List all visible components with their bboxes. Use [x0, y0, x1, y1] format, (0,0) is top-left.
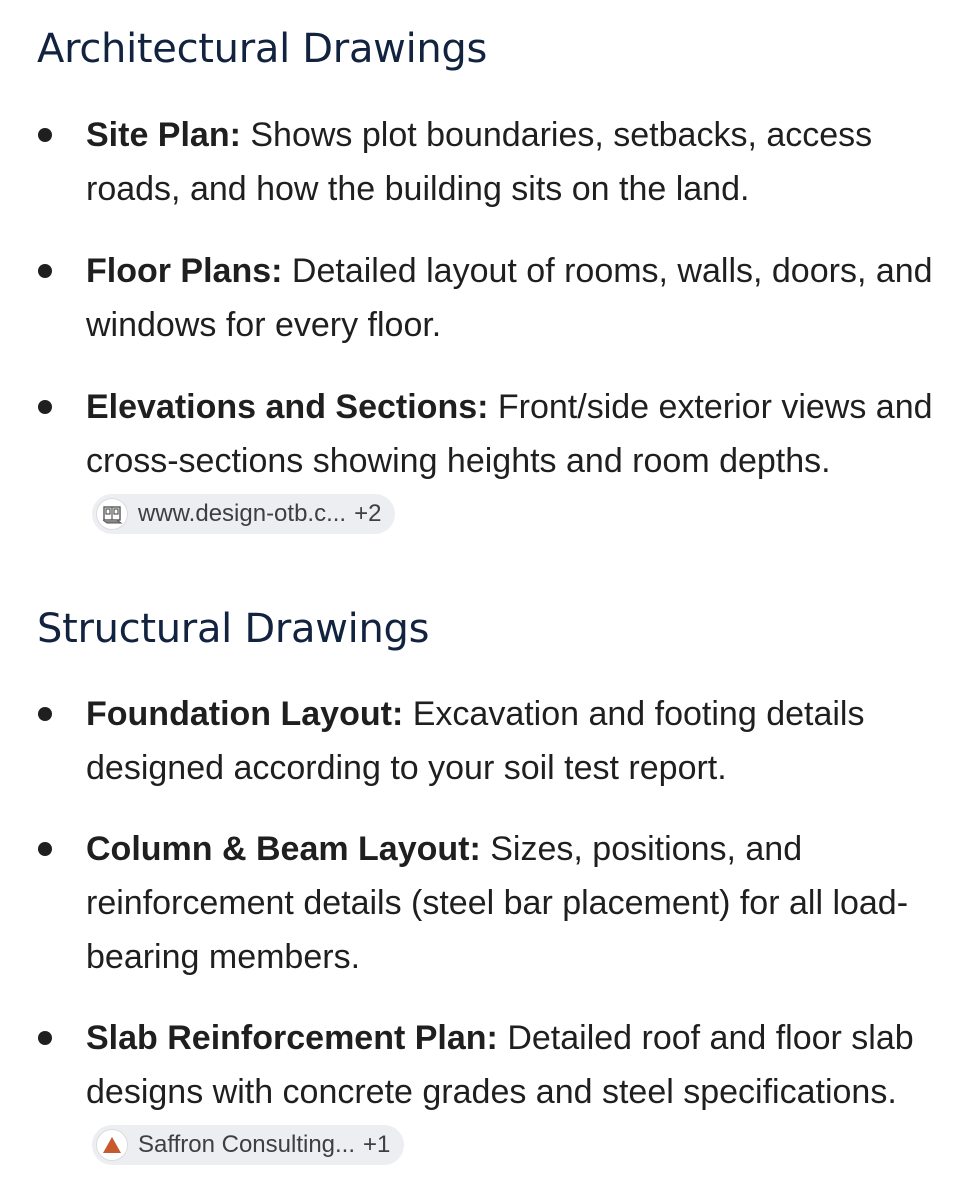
list-item-column-beam-layout — [0, 822, 959, 984]
section-heading-architectural: Architectural Drawings — [37, 26, 488, 72]
bullet-dot — [38, 1031, 52, 1045]
item-description: Detailed roof and floor slab designs with concrete grades and steel specifications. — [86, 1019, 914, 1111]
chip-label: Saffron Consulting... — [138, 1131, 356, 1159]
list-item-foundation-layout — [0, 687, 959, 795]
item-description: Detailed layout of rooms, walls, doors, and windows for every floor. — [86, 252, 933, 344]
bullet-dot — [38, 128, 52, 142]
item-description: Excavation and footing details designed according to your soil test report. — [86, 695, 865, 787]
item-term: Slab Reinforcement Plan: — [86, 1019, 498, 1057]
list-item-floor-plans — [0, 244, 959, 352]
bullet-dot — [38, 707, 52, 721]
item-term: Floor Plans: — [86, 252, 283, 290]
bullet-dot — [38, 264, 52, 278]
architectural-drawings-list — [0, 108, 959, 542]
list-item-elevations-sections — [0, 380, 959, 542]
chip-label: www.design-otb.c... — [138, 500, 347, 528]
chip-count: +2 — [354, 500, 382, 528]
building-blueprint-icon — [96, 498, 128, 530]
item-term: Column & Beam Layout: — [86, 830, 481, 868]
item-description: Front/side exterior views and cross-sections showing heights and room depths. — [86, 388, 933, 480]
item-term: Site Plan: — [86, 116, 241, 154]
structural-drawings-list — [0, 687, 959, 1173]
source-chip-saffron-consulting[interactable] — [92, 1125, 404, 1165]
item-term: Elevations and Sections: — [86, 388, 489, 426]
chip-count: +1 — [363, 1131, 391, 1159]
item-description: Shows plot boundaries, setbacks, access roads, and how the building sits on the land. — [86, 116, 873, 208]
bullet-dot — [38, 842, 52, 856]
source-chip-design-otb[interactable] — [92, 494, 395, 534]
section-heading-structural: Structural Drawings — [37, 606, 430, 652]
item-term: Foundation Layout: — [86, 695, 404, 733]
item-description: Sizes, positions, and reinforcement details (steel bar placement) for all load-bearing members. — [86, 830, 909, 976]
list-item-slab-reinforcement — [0, 1011, 959, 1173]
list-item-site-plan — [0, 108, 959, 216]
bullet-dot — [38, 400, 52, 414]
orange-triangle-logo-icon — [96, 1129, 128, 1161]
